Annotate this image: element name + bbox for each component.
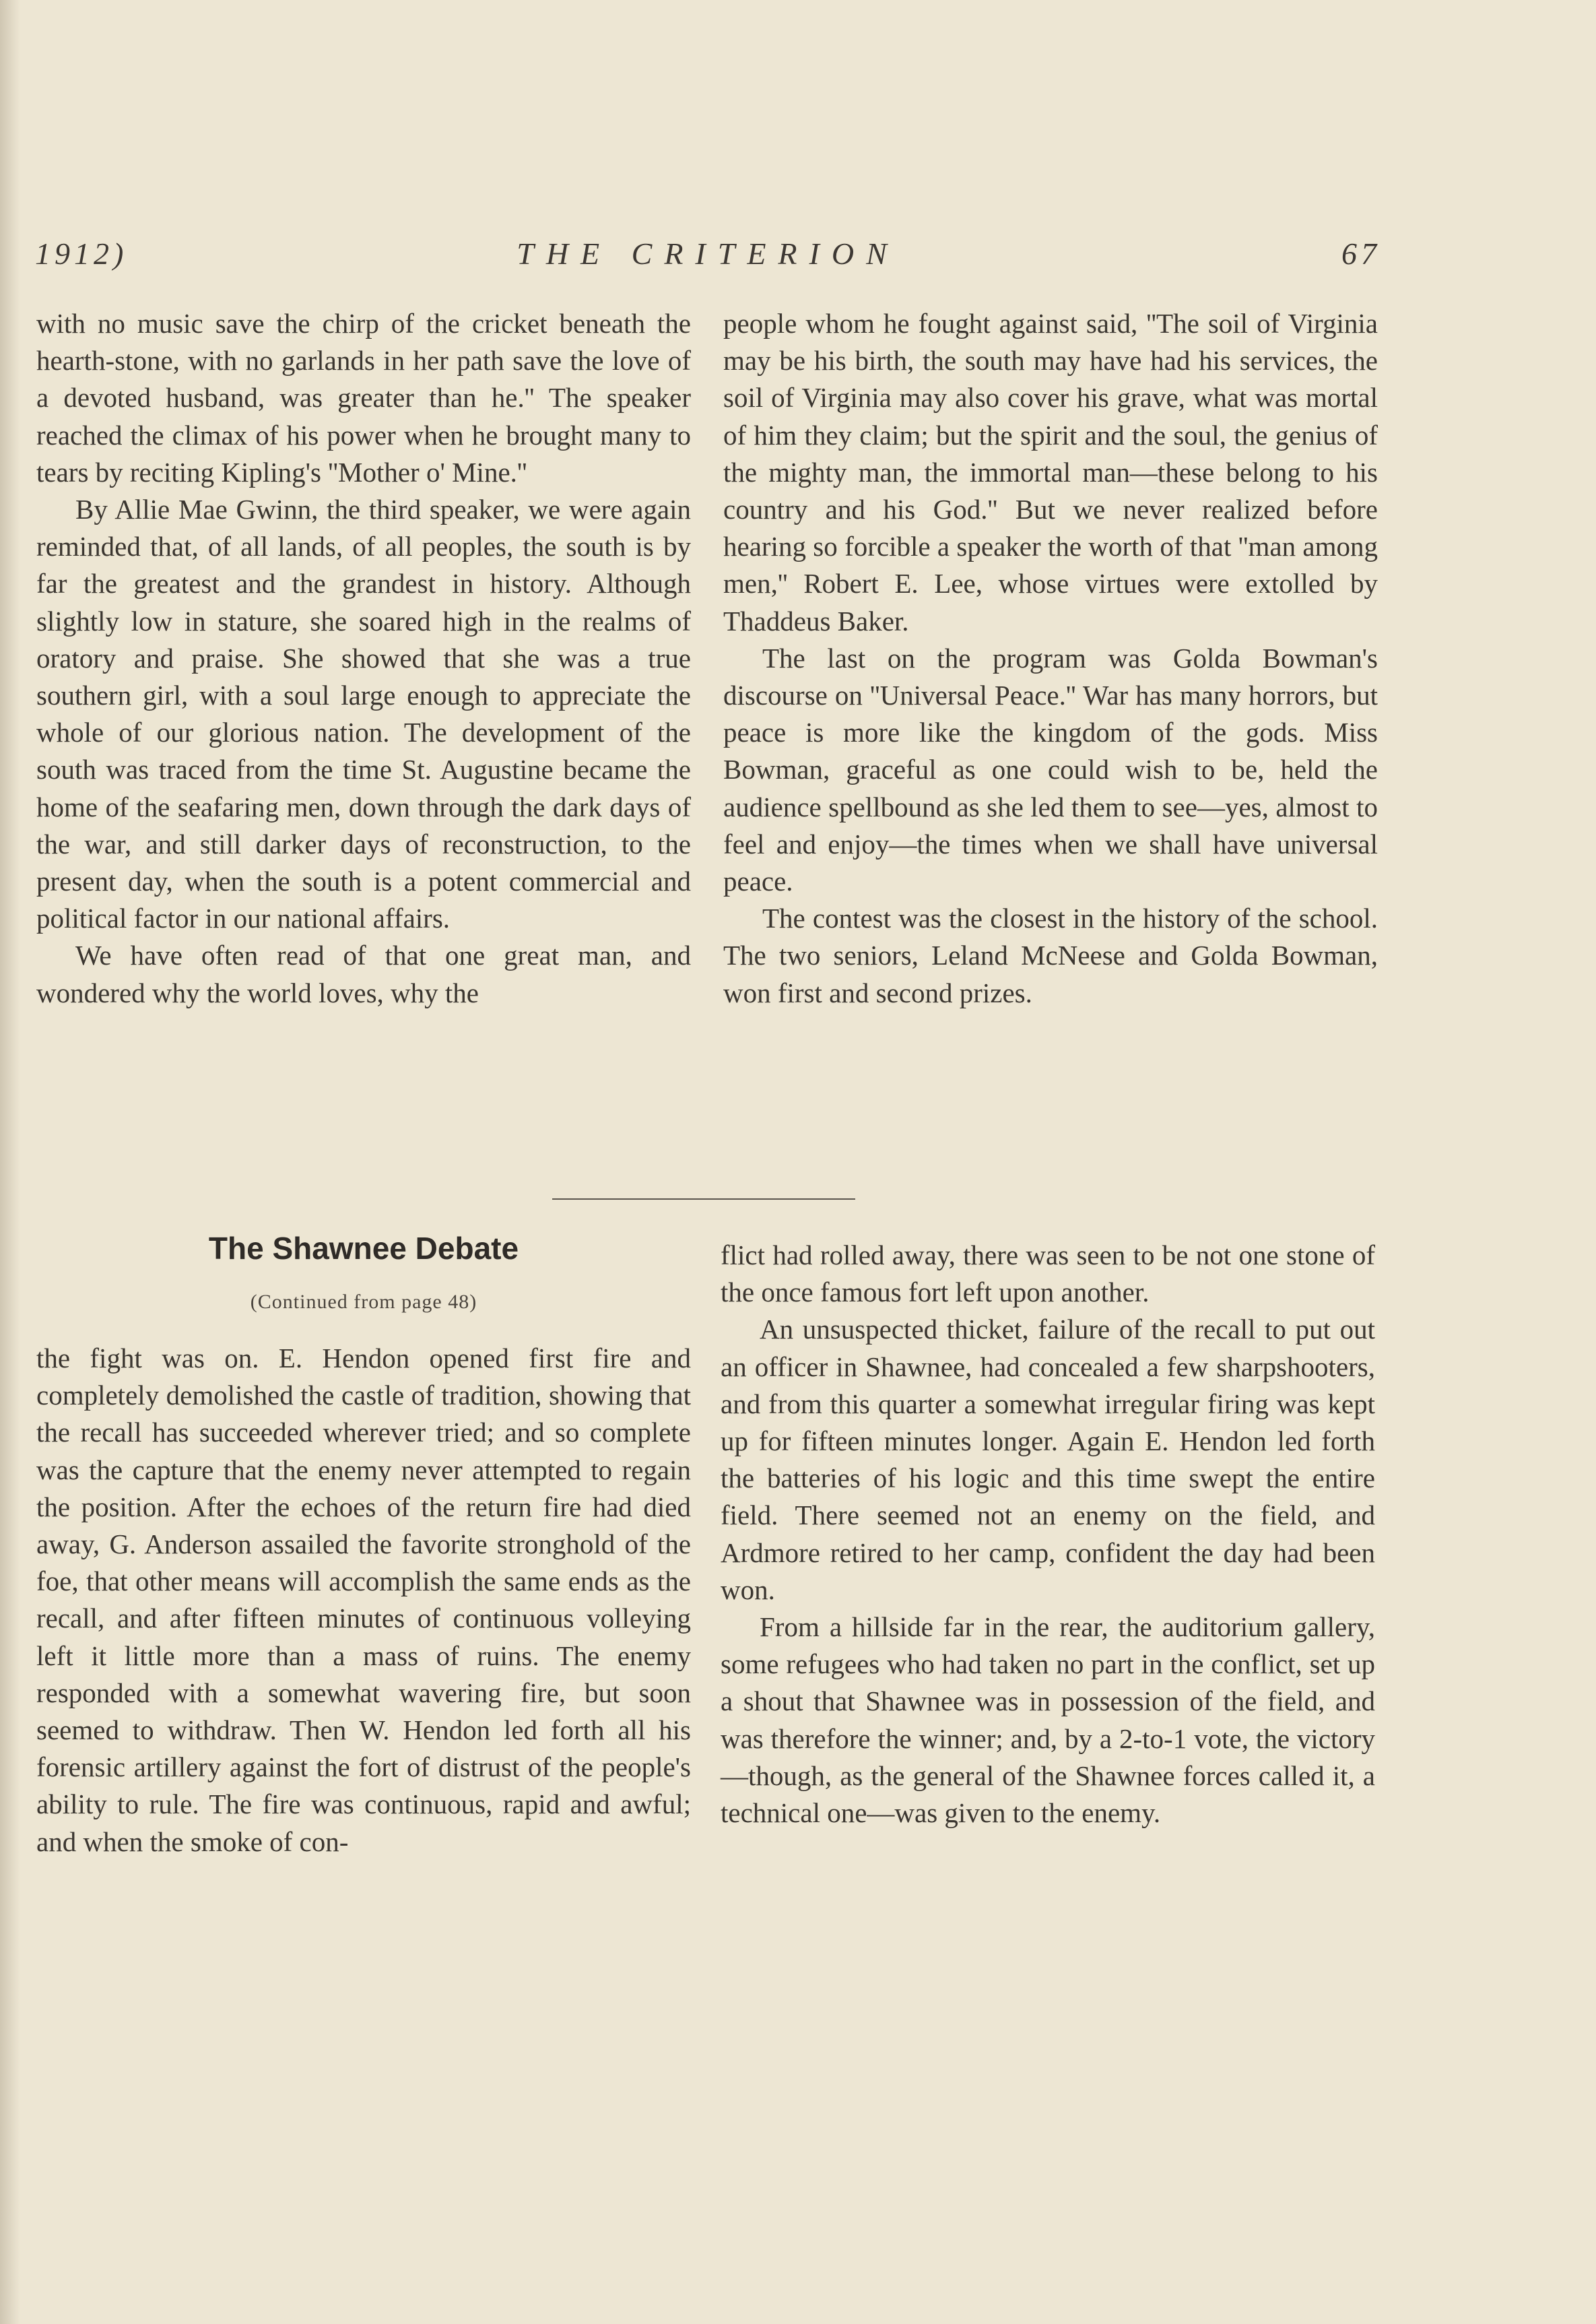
header-year: 1912): [35, 236, 128, 271]
paragraph: the fight was on. E. Hendon opened first fire and completely demolished the castle of tradition, showing that the recall has succeeded wherever tried; and so complete was the capture that the enemy never attempted to regain the position. After the echoes of the return fire had died away, G. Anderson assailed the favorite stronghold of the foe, that other means will accomplish the same ends as the recall, and after fifteen minutes of continuous volleying left it little more than a mass of ruins. The enemy responded with a somewhat wavering fire, but soon seemed to withdraw. Then W. Hendon led forth all his forensic artillery against the fort of distrust of the people's ability to rule. The fire was continuous, rapid and awful; and when the smoke of con-: [36, 1343, 691, 1857]
debate-left-column: [36, 1340, 691, 1861]
paragraph: people whom he fought against said, ''The soil of Virginia may be his birth, the south may have had his services, the soil of Virginia may also cover his grave, what was mortal of him they claim; but the spirit and the soul, the genius of the mighty man, the immortal man—these belong to his country and his God.'' But we never realized before hearing so forcible a speaker the worth of that ''man among men,'' Robert E. Lee, whose virtues were extolled by Thaddeus Baker.: [723, 308, 1378, 637]
page-number: 67: [1341, 236, 1381, 271]
top-left-column: [36, 305, 691, 1012]
binding-shadow: [0, 0, 20, 2324]
paragraph: We have often read of that one great man, and wondered why the world loves, why the: [36, 940, 691, 1008]
debate-right-column: [721, 1237, 1375, 1832]
running-header: [35, 236, 1381, 283]
top-right-column: [723, 305, 1378, 1012]
paragraph: The contest was the closest in the history of the school. The two seniors, Leland McNeese and Golda Bowman, won first and second prizes.: [723, 903, 1378, 1008]
paragraph: The last on the program was Golda Bowman's discourse on ''Universal Peace.'' War has many horrors, but peace is more like the kingdom of the gods. Miss Bowman, graceful as one could wish to be, held the audience spellbound as she led them to see—yes, almost to feel and enjoy—the times when we shall have universal peace.: [723, 642, 1378, 897]
article-title: The Shawnee Debate: [208, 1231, 519, 1266]
continued-note: (Continued from page 48): [250, 1291, 477, 1313]
section-divider: [552, 1198, 855, 1200]
paragraph: An unsuspected thicket, failure of the recall to put out an officer in Shawnee, had concealed a few sharpshooters, and from this quarter a somewhat irregular firing was kept up for fifteen minutes longer. Again E. Hendon led forth the batteries of his logic and this time swept the entire field. There seemed not an enemy on the field, and Ardmore retired to her camp, confident the day had been won.: [721, 1314, 1375, 1605]
paragraph: flict had rolled away, there was seen to be not one stone of the once famous fort left upon another.: [721, 1239, 1375, 1308]
paragraph: By Allie Mae Gwinn, the third speaker, we were again reminded that, of all lands, of all peoples, the south is by far the greatest and the grandest in history. Although slightly low in stature, she soared high in the realms of oratory and praise. She showed that she was a true southern girl, with a soul large enough to appreciate the whole of our glorious nation. The development of the south was traced from the time St. Augustine became the home of the seafaring men, down through the dark days of the war, and still darker days of reconstruction, to the present day, when the south is a potent commercial and political factor in our national affairs.: [36, 494, 691, 934]
header-title: THE CRITERION: [517, 236, 899, 271]
paragraph: with no music save the chirp of the cricket beneath the hearth-stone, with no garlands in her path save the love of a devoted husband, was greater than he.'' The speaker reached the climax of his power when he brought many to tears by reciting Kipling's ''Mother o' Mine.'': [36, 308, 691, 488]
paragraph: From a hillside far in the rear, the auditorium gallery, some refugees who had taken no part in the conflict, set up a shout that Shawnee was in possession of the field, and was therefore the winner; and, by a 2-to-1 vote, the victory—though, as the general of the Shawnee forces called it, a technical one—was given to the enemy.: [721, 1611, 1375, 1829]
